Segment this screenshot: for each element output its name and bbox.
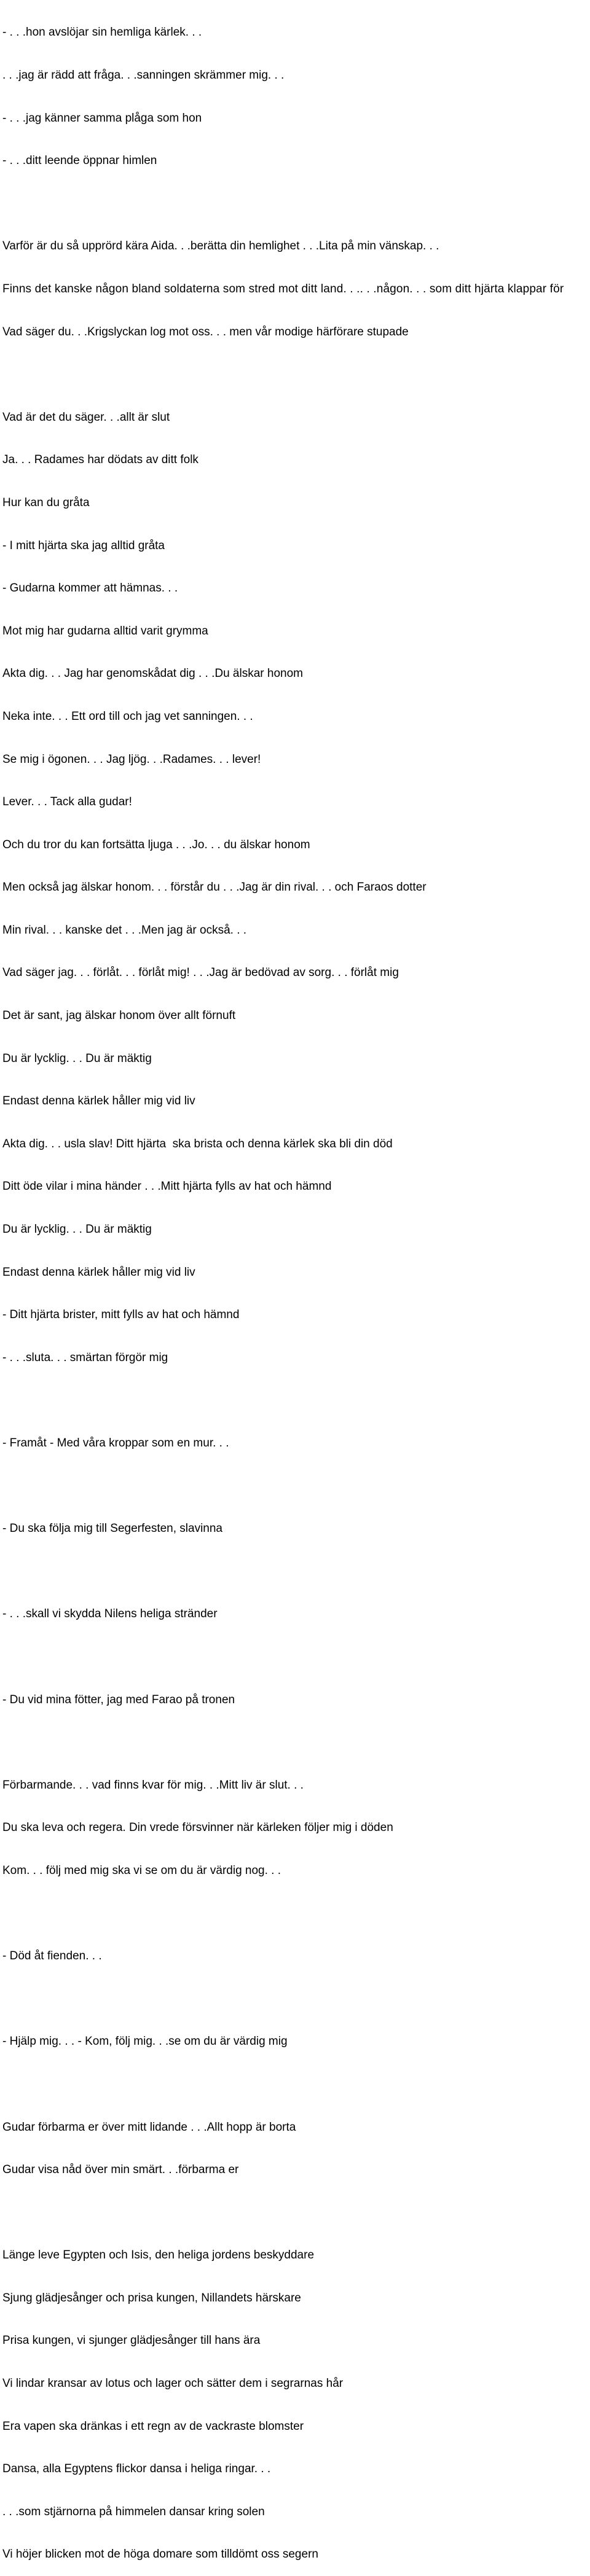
- text-line: Mot mig har gudarna alltid varit grymma: [2, 624, 208, 638]
- text-line: Vad säger jag. . . förlåt. . . förlåt mig! . . .Jag är bedövad av sorg. . . förlåt mig: [2, 966, 399, 980]
- text-line: - Hjälp mig. . . - Kom, följ mig. . .se om du är värdig mig: [2, 2035, 288, 2048]
- text-line: - . . .hon avslöjar sin hemliga kärlek. . .: [2, 26, 202, 39]
- blank-line: [2, 1650, 590, 1664]
- text-line: Du ska leva och regera. Din vrede försvinner när kärleken följer mig i döden: [2, 1821, 393, 1835]
- blank-line: [2, 1564, 590, 1579]
- text-line: Akta dig. . . usla slav! Ditt hjärta ska brista och denna kärlek ska bli din död: [2, 1137, 393, 1150]
- blank-line: [2, 1907, 590, 1921]
- text-line: Akta dig. . . Jag har genomskådat dig . . .Du älskar honom: [2, 667, 303, 681]
- document-text: [2, 0, 590, 2576]
- blank-line: [2, 2206, 590, 2220]
- text-line: - Framåt - Med våra kroppar som en mur. . .: [2, 1437, 229, 1450]
- blank-line: [2, 1992, 590, 2006]
- blank-line: [2, 367, 590, 381]
- text-line: Lever. . . Tack alla gudar!: [2, 795, 132, 809]
- text-line: Gudar förbarma er över mitt lidande . . .Allt hopp är borta: [2, 2120, 296, 2134]
- text-line: - . . .jag känner samma plåga som hon: [2, 111, 202, 125]
- text-line: Vi höjer blicken mot de höga domare som tilldömt oss segern: [2, 2548, 318, 2561]
- text-line: Endast denna kärlek håller mig vid liv: [2, 1095, 195, 1108]
- text-line: Förbarmande. . . vad finns kvar för mig. . .Mitt liv är slut. . .: [2, 1778, 304, 1792]
- text-line: Du är lycklig. . . Du är mäktig: [2, 1223, 152, 1236]
- text-line: Neka inte. . . Ett ord till och jag vet sanningen. . .: [2, 709, 253, 723]
- text-line: Vad säger du. . .Krigslyckan log mot oss. . . men vår modige härförare stupade: [2, 325, 409, 338]
- text-line: Min rival. . . kanske det . . .Men jag är också. . .: [2, 923, 247, 937]
- text-line: . . .som stjärnorna på himmelen dansar kring solen: [2, 2505, 265, 2518]
- text-line: Dansa, alla Egyptens flickor dansa i heliga ringar. . .: [2, 2462, 271, 2476]
- text-line: - I mitt hjärta ska jag alltid gråta: [2, 539, 165, 552]
- text-line: - Gudarna kommer att hämnas. . .: [2, 582, 178, 595]
- text-line: Ditt öde vilar i mina händer . . .Mitt hjärta fylls av hat och hämnd: [2, 1180, 332, 1193]
- text-line: Det är sant, jag älskar honom över allt förnuft: [2, 1009, 236, 1023]
- blank-line: [2, 2077, 590, 2091]
- text-line: Varför är du så upprörd kära Aida. . .berätta din hemlighet . . .Lita på min vänskap. . .: [2, 240, 439, 253]
- text-line: - Ditt hjärta brister, mitt fylls av hat och hämnd: [2, 1308, 240, 1322]
- text-line: Ja. . . Radames har dödats av ditt folk: [2, 453, 199, 467]
- blank-line: [2, 1479, 590, 1493]
- text-line: Vi lindar kransar av lotus och lager och sätter dem i segrarnas hår: [2, 2377, 344, 2391]
- text-line: - . . .skall vi skydda Nilens heliga stränder: [2, 1607, 218, 1621]
- text-line: Se mig i ögonen. . . Jag ljög. . .Radames. . . lever!: [2, 752, 261, 766]
- text-line: Sjung glädjesånger och prisa kungen, Nillandets härskare: [2, 2291, 301, 2305]
- text-line: - Död åt fienden. . .: [2, 1950, 102, 1963]
- text-line: Gudar visa nåd över min smärt. . .förbarma er: [2, 2163, 239, 2177]
- text-line: Länge leve Egypten och Isis, den heliga jordens beskyddare: [2, 2249, 315, 2262]
- text-line: - . . .ditt leende öppnar himlen: [2, 154, 157, 168]
- text-line: Men också jag älskar honom. . . förstår du . . .Jag är din rival. . . och Faraos dotter: [2, 881, 427, 894]
- text-line: Och du tror du kan fortsätta ljuga . . .Jo. . . du älskar honom: [2, 838, 310, 851]
- text-line: Vad är det du säger. . .allt är slut: [2, 410, 170, 424]
- blank-line: [2, 1393, 590, 1407]
- text-line: Endast denna kärlek håller mig vid liv: [2, 1265, 195, 1279]
- text-line: Hur kan du gråta: [2, 496, 90, 509]
- blank-line: [2, 197, 590, 211]
- text-line: - Du ska följa mig till Segerfesten, slavinna: [2, 1522, 222, 1536]
- text-line: Finns det kanske någon bland soldaterna som stred mot ditt land. . .. . .någon. . . som ditt hjärta klappar för: [2, 282, 564, 295]
- text-line: . . .jag är rädd att fråga. . .sanningen skrämmer mig. . .: [2, 69, 285, 82]
- text-line: Era vapen ska dränkas i ett regn av de vackraste blomster: [2, 2419, 304, 2433]
- text-line: Du är lycklig. . . Du är mäktig: [2, 1052, 152, 1065]
- text-line: Kom. . . följ med mig ska vi se om du är värdig nog. . .: [2, 1864, 281, 1877]
- blank-line: [2, 1735, 590, 1749]
- text-line: - . . .sluta. . . smärtan förgör mig: [2, 1351, 168, 1364]
- text-line: Prisa kungen, vi sjunger glädjesånger till hans ära: [2, 2334, 261, 2348]
- text-line: - Du vid mina fötter, jag med Farao på tronen: [2, 1693, 235, 1706]
